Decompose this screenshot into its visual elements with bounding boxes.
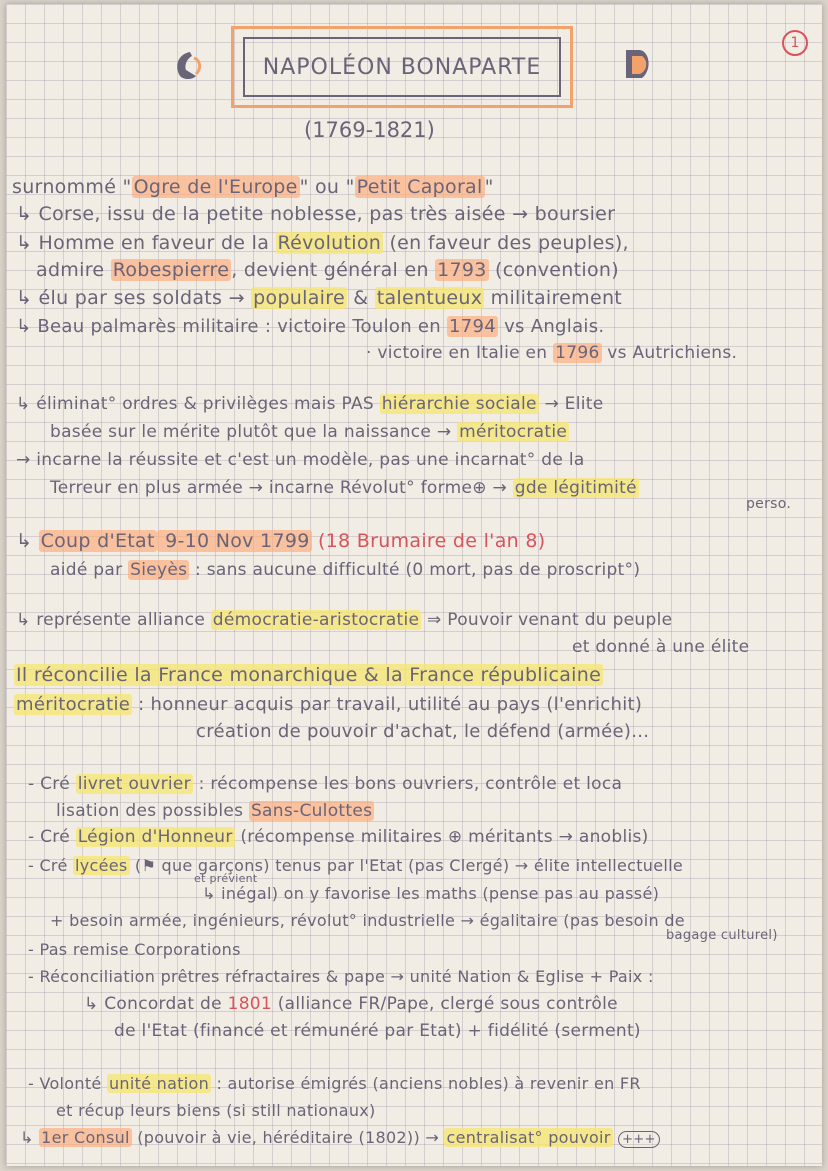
note-line: · victoire en Italie en 1796 vs Autrichiens. (366, 343, 738, 363)
note-line: - Pas remise Corporations (28, 940, 241, 959)
highlight: gde légitimité (514, 478, 637, 498)
highlight: Coup d'Etat (40, 530, 155, 552)
note-line: ↳ éliminat° ordres & privilèges mais PAS hiérarchie sociale → Elite (16, 394, 604, 414)
note-line: ↳ 1er Consul (pouvoir à vie, héréditaire (1802)) → centralisat° pouvoir +++ (20, 1128, 660, 1147)
note-line: de l'Etat (financé et rémunéré par Etat) + fidélité (serment) (114, 1021, 641, 1041)
highlight: 9-10 Nov 1799 (158, 530, 310, 552)
highlight: Robespierre (112, 259, 230, 281)
highlight: centralisat° pouvoir (446, 1128, 611, 1147)
note-line: et récup leurs biens (si still nationaux) (56, 1101, 376, 1120)
note-line: ↳ Concordat de 1801 (alliance FR/Pape, clergé sous contrôle (84, 994, 618, 1014)
note-line: - Cré Légion d'Honneur (récompense militaires ⊕ méritants → anoblis) (28, 827, 649, 847)
note-line: aidé par Sieyès : sans aucune difficulté (0 mort, pas de proscript°) (50, 560, 641, 580)
note-line (14, 664, 603, 686)
page-title: NAPOLÉON BONAPARTE (243, 37, 561, 97)
life-dates: (1769-1821) (304, 118, 435, 142)
note-line: Terreur en plus armée → incarne Révolut° forme⊕ → gde légitimité (50, 478, 637, 498)
highlight: Légion d'Honneur (77, 827, 233, 847)
notebook-page (6, 4, 822, 1166)
highlight: Petit Caporal (356, 176, 483, 198)
highlight: Sans-Culottes (250, 801, 373, 821)
note-line: bagage culturel) (666, 928, 778, 943)
note-line: basée sur le mérite plutôt que la naissance → méritocratie (50, 422, 568, 442)
note-line: → incarne la réussite et c'est un modèle, pas une incarnat° de la (16, 450, 585, 470)
note-line: - Cré lycées (⚑ que garçons) tenus par l'Etat (pas Clergé) → élite intellectuelle (28, 856, 684, 875)
note-line: ↳ inégal) on y favorise les maths (pense pas au passé) (202, 884, 660, 903)
note-line: admire Robespierre , devient général en 1793 (convention) (36, 259, 619, 281)
note-line: ↳ Corse, issu de la petite noblesse, pas très aisée → boursier (16, 203, 616, 225)
note-line: ↳ représente alliance démocratie-aristocratie ⇒ Pouvoir venant du peuple (16, 610, 673, 630)
highlight: talentueux (376, 287, 483, 309)
highlight: Il réconcilie la France monarchique & la France républicaine (16, 664, 602, 686)
note-line: ↳ élu par ses soldats → populaire & talentueux militairement (16, 287, 623, 309)
note-line: ↳ Coup d'Etat 9-10 Nov 1799 (18 Brumaire de l'an 8) (16, 530, 546, 552)
title-frame (231, 26, 573, 108)
highlight: unité nation (108, 1074, 210, 1093)
highlight: hiérarchie sociale (381, 394, 537, 414)
highlight: 1796 (555, 343, 600, 363)
page-number: 1 (782, 30, 808, 56)
note-line: lisation des possibles Sans-Culottes (56, 801, 373, 821)
note-line: perso. (746, 496, 792, 512)
highlight: populaire (253, 287, 345, 309)
note-line: création de pouvoir d'achat, le défend (armée)... (196, 721, 650, 742)
highlight: 1793 (437, 259, 487, 281)
highlight: 1er Consul (41, 1128, 130, 1147)
highlight: méritocratie (16, 694, 131, 715)
note-line: méritocratie : honneur acquis par travail, utilité au pays (l'enrichit) (16, 694, 643, 715)
note-line: + besoin armée, ingénieurs, révolut° industrielle → égalitaire (pas besoin de (50, 911, 685, 930)
note-line: - Volonté unité nation : autorise émigrés (anciens nobles) à revenir en FR (28, 1074, 641, 1093)
highlight: Révolution (277, 232, 382, 254)
note-line: ↳ Beau palmarès militaire : victoire Toulon en 1794 vs Anglais. (16, 316, 605, 337)
note-line: ↳ Homme en faveur de la Révolution (en faveur des peuples), (16, 232, 629, 254)
napoleon-hat-icon-left (170, 48, 210, 82)
highlight: démocratie-aristocratie (212, 610, 420, 630)
note-line: et prévient (194, 872, 258, 885)
highlight: Sieyès (130, 560, 188, 580)
highlight: méritocratie (459, 422, 568, 442)
plus-badge: +++ (618, 1131, 660, 1148)
note-line: et donné à une élite (572, 637, 750, 657)
highlight: lycées (75, 856, 128, 875)
napoleon-hat-icon-right (618, 44, 658, 84)
highlight: 1794 (449, 316, 497, 337)
note-line: surnommé " Ogre de l'Europe " ou " Petit Caporal " (12, 176, 494, 198)
highlight: Ogre de l'Europe (133, 176, 298, 198)
note-line: - Réconciliation prêtres réfractaires & pape → unité Nation & Eglise + Paix : (28, 967, 654, 986)
note-line: - Cré livret ouvrier : récompense les bons ouvriers, contrôle et loca (28, 774, 623, 794)
highlight: livret ouvrier (77, 774, 191, 794)
